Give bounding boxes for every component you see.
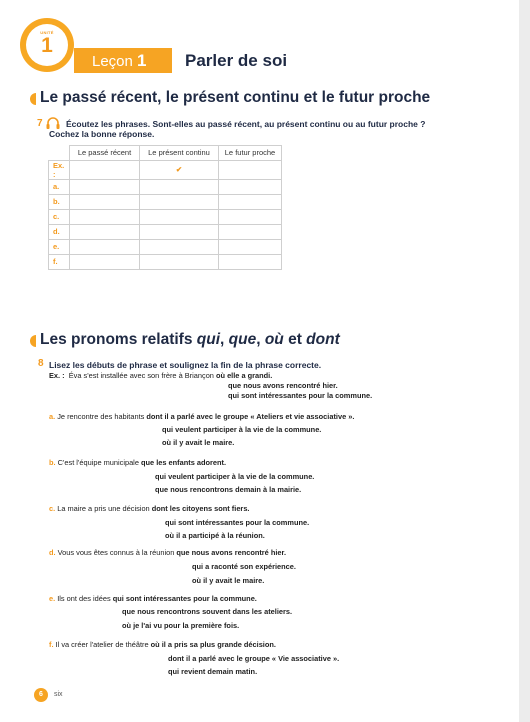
answer-option[interactable]: qui revient demain matin. [168, 667, 258, 676]
page-number: 6 [34, 688, 48, 702]
answer-option[interactable]: que nous rencontrons demain à la mairie. [155, 485, 302, 494]
page-title: Parler de soi [185, 51, 288, 70]
exercise-8-instruction: Lisez les débuts de phrase et soulignez la fin de la phrase correcte. [49, 360, 322, 370]
answer-cell[interactable] [140, 194, 219, 209]
section-bullet [30, 335, 36, 347]
answer-option[interactable]: dont il a parlé avec le groupe « Ateliers et vie associative ». [146, 412, 355, 421]
answer-cell[interactable] [140, 254, 219, 269]
answer-cell[interactable] [70, 209, 140, 224]
table-row [49, 179, 282, 194]
answer-option[interactable]: où il y avait le maire. [162, 438, 235, 447]
unit-word: UNITÉ [40, 30, 54, 35]
table-row [49, 209, 282, 224]
exercise-number-8: 8 [38, 358, 44, 369]
answer-cell[interactable] [219, 239, 282, 254]
answer-option[interactable]: qui a raconté son expérience. [192, 562, 296, 571]
item-b-line: b. C'est l'équipe municipale que les enfants adorent. [49, 458, 227, 467]
row-label: a. [49, 179, 70, 194]
answer-cell[interactable] [219, 160, 282, 179]
item-d-line: d. Vous vous êtes connus à la réunion que nous avons rencontré hier. [49, 548, 287, 557]
answer-option[interactable]: dont les citoyens sont fiers. [151, 504, 250, 513]
row-label: b. [49, 194, 70, 209]
answer-option[interactable]: que les enfants adorent. [141, 458, 227, 467]
item-e-line: e. Ils ont des idées qui sont intéressantes pour la commune. [49, 594, 257, 603]
section-title-2: Les pronoms relatifs qui, que, où et dont [40, 331, 340, 348]
answer-cell[interactable] [140, 179, 219, 194]
answer-option[interactable]: qui sont intéressantes pour la commune. [112, 594, 257, 603]
lesson-label: Leçon 1 [92, 51, 147, 70]
answer-option[interactable]: où il y avait le maire. [192, 576, 265, 585]
table-header: Le futur proche [219, 146, 282, 161]
table-row [49, 254, 282, 269]
answer-cell[interactable] [140, 209, 219, 224]
exercise-7-instruction-2: Cochez la bonne réponse. [49, 129, 155, 139]
answer-cell[interactable] [219, 194, 282, 209]
table-header: Le présent continu [140, 146, 219, 161]
answer-option[interactable]: qui veulent participer à la vie de la commune. [162, 425, 322, 434]
row-label: f. [49, 254, 70, 269]
table-row [49, 160, 282, 179]
row-label: Ex. : [49, 160, 70, 179]
row-label: d. [49, 224, 70, 239]
answer-cell[interactable] [140, 239, 219, 254]
answer-option[interactable]: que nous avons rencontré hier. [176, 548, 287, 557]
table-header: Le passé récent [70, 146, 140, 161]
answer-option[interactable]: dont il a parlé avec le groupe « Vie associative ». [168, 654, 340, 663]
answer-cell[interactable] [140, 224, 219, 239]
table-row [49, 194, 282, 209]
item-f-line: f. Il va créer l'atelier de théâtre où il a pris sa plus grande décision. [49, 640, 276, 649]
answer-option[interactable]: où il a participé à la réunion. [165, 531, 265, 540]
section-title-1: Le passé récent, le présent continu et le futur proche [40, 89, 431, 106]
answer-cell[interactable] [219, 254, 282, 269]
row-label: e. [49, 239, 70, 254]
answer-cell[interactable] [219, 179, 282, 194]
answer-cell-checked[interactable]: ✔ [140, 160, 219, 179]
answer-option[interactable]: où je l'ai vu pour la première fois. [122, 621, 240, 630]
item-c-line: c. La maire a pris une décision dont les citoyens sont fiers. [49, 504, 250, 513]
page-number-word: six [54, 691, 63, 698]
unit-number: 1 [41, 34, 53, 57]
answer-cell[interactable] [219, 209, 282, 224]
example-option[interactable]: qui sont intéressantes pour la commune. [228, 391, 373, 400]
page-edge [519, 0, 530, 722]
section-bullet [30, 93, 36, 105]
table-row [49, 224, 282, 239]
answer-option[interactable]: que nous rencontrons souvent dans les ateliers. [122, 607, 293, 616]
answer-cell[interactable] [70, 254, 140, 269]
example-option[interactable]: que nous avons rencontré hier. [228, 381, 338, 390]
answer-cell[interactable] [70, 160, 140, 179]
row-label: c. [49, 209, 70, 224]
exercise-number-7: 7 [37, 118, 43, 129]
example-line: Ex. : Éva s'est installée avec son frère à Briançon où elle a grandi. [49, 371, 273, 380]
answer-cell[interactable] [219, 224, 282, 239]
answer-table [48, 145, 282, 270]
answer-cell[interactable] [70, 194, 140, 209]
answer-option[interactable]: qui veulent participer à la vie de la commune. [155, 472, 315, 481]
answer-cell[interactable] [70, 239, 140, 254]
answer-cell[interactable] [70, 224, 140, 239]
example-option[interactable]: où elle a grandi. [215, 371, 273, 380]
exercise-7-instruction: Écoutez les phrases. Sont-elles au passé récent, au présent continu ou au futur proche ? [66, 119, 426, 129]
answer-cell[interactable] [70, 179, 140, 194]
item-a-line: a. Je rencontre des habitants dont il a parlé avec le groupe « Ateliers et vie associative ». [49, 412, 355, 421]
table-row [49, 239, 282, 254]
answer-option[interactable]: qui sont intéressantes pour la commune. [165, 518, 310, 527]
answer-option[interactable]: où il a pris sa plus grande décision. [150, 640, 276, 649]
